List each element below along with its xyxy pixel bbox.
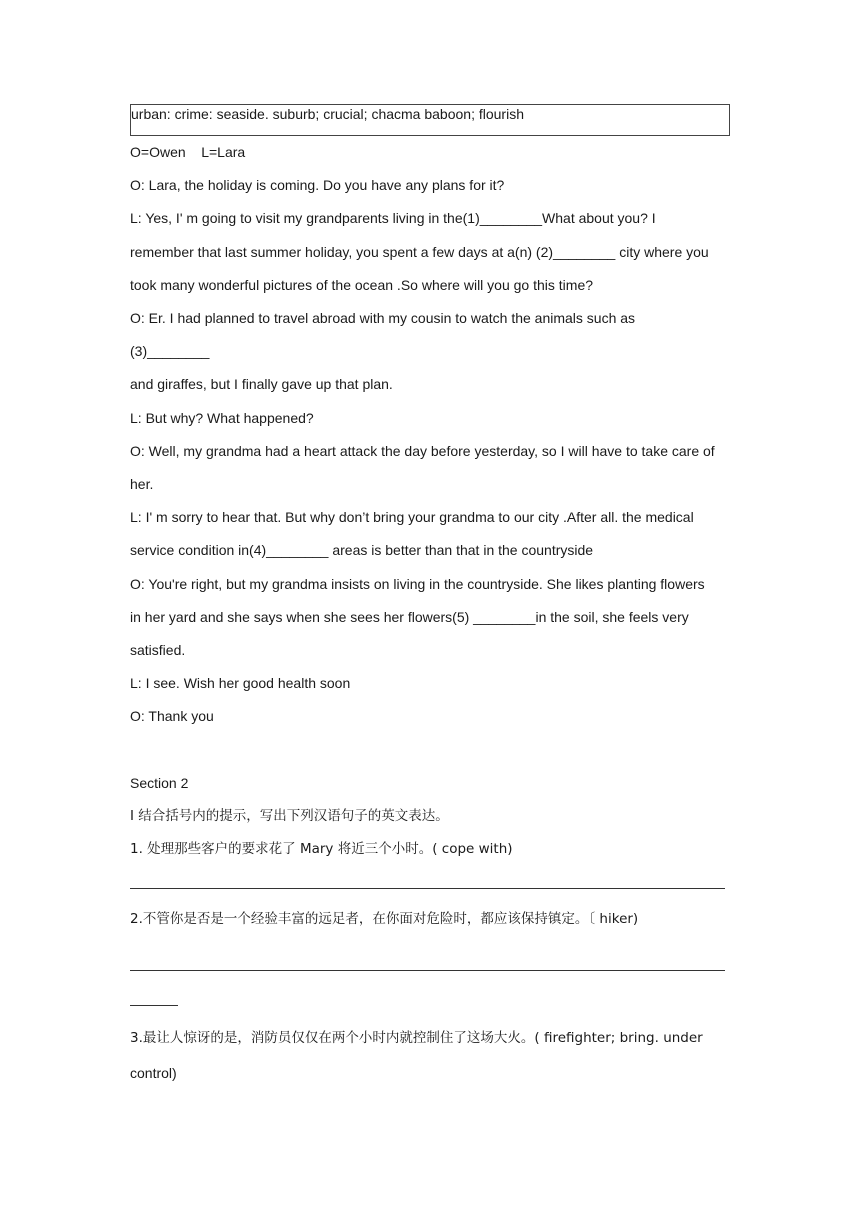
answer-line-2[interactable]: [130, 948, 725, 971]
dialogue-line: O: Thank you: [130, 708, 214, 725]
word-bank-text: urban: crime: seaside. suburb; crucial; chacma baboon; flourish: [131, 106, 524, 122]
dialogue-line: in her yard and she says when she sees her flowers(5) ________in the soil, she feels very: [130, 608, 689, 625]
dialogue-line: satisfied.: [130, 642, 186, 659]
dialogue-line: service condition in(4)________ areas is better than that in the countryside: [130, 542, 594, 559]
dialogue-line: took many wonderful pictures of the ocean .So where will you go this time?: [130, 276, 594, 293]
dialogue-line: L: I' m sorry to hear that. But why don’t bring your grandma to our city .After all. the medical: [130, 509, 694, 526]
section-title: Section 2: [130, 774, 189, 791]
question-3-line-1: 3.最让人惊讶的是，消防员仅仅在两个小时内就控制住了这场大火。( firefighter; bring. under: [130, 1030, 703, 1047]
dialogue-line: O: Er. I had planned to travel abroad with my cousin to watch the animals such as: [130, 310, 636, 327]
dialogue: [130, 169, 730, 733]
dialogue-line: and giraffes, but I finally gave up that plan.: [130, 376, 393, 393]
answer-line-1[interactable]: [130, 866, 725, 889]
dialogue-line: L: Yes, I' m going to visit my grandparents living in the(1)________What about you? I: [130, 210, 656, 227]
speaker-key: O=Owen L=Lara: [130, 144, 246, 160]
question-2: 2.不管你是否是一个经验丰富的远足者，在你面对危险时，都应该保持镇定。〔 hiker): [130, 911, 639, 928]
dialogue-line: remember that last summer holiday, you spent a few days at a(n) (2)________ city where you: [130, 243, 709, 260]
section-instruction: I 结合括号内的提示，写出下列汉语句子的英文表达。: [130, 807, 449, 824]
dialogue-line: (3)________: [130, 343, 210, 360]
dialogue-line: O: Lara, the holiday is coming. Do you have any plans for it?: [130, 177, 505, 194]
answer-line-2-continued[interactable]: [130, 985, 178, 1006]
word-bank-box: [130, 104, 730, 136]
section-spacer: [130, 734, 730, 767]
dialogue-line: L: But why? What happened?: [130, 409, 314, 426]
question-3-line-2: control): [130, 1065, 177, 1082]
question-1: 1. 处理那些客户的要求花了 Mary 将近三个小时。( cope with): [130, 841, 513, 858]
worksheet-page: [130, 104, 730, 1088]
dialogue-line: L: I see. Wish her good health soon: [130, 675, 351, 692]
dialogue-line: O: Well, my grandma had a heart attack the day before yesterday, so I will have to take care of: [130, 442, 715, 459]
dialogue-line: her.: [130, 476, 154, 493]
dialogue-line: O: You're right, but my grandma insists on living in the countryside. She likes planting flowers: [130, 575, 705, 592]
